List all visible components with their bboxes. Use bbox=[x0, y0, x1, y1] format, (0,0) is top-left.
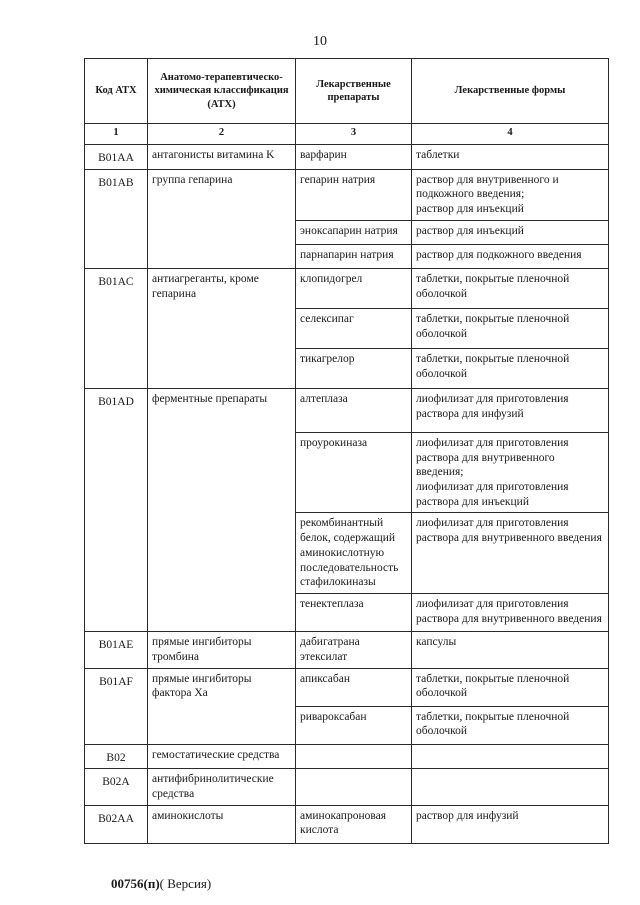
classification-cell: гемостатические средства bbox=[148, 744, 296, 769]
column-number: 4 bbox=[412, 124, 609, 145]
dosage-form-cell: таблетки, покрытые пленочной оболочкой bbox=[412, 348, 609, 388]
dosage-form-cell: капсулы bbox=[412, 632, 609, 668]
drug-name-cell: ривароксабан bbox=[296, 706, 412, 744]
dosage-form-cell: таблетки, покрытые пленочной оболочкой bbox=[412, 706, 609, 744]
atc-code-cell: B01AD bbox=[85, 388, 148, 631]
atc-code-cell: B02AA bbox=[85, 805, 148, 843]
header-code: Код АТХ bbox=[85, 59, 148, 124]
document-code: 00756(п) bbox=[111, 876, 160, 891]
classification-cell: антагонисты витамина K bbox=[148, 145, 296, 170]
document-footer bbox=[111, 876, 211, 892]
atc-code-cell: B02A bbox=[85, 769, 148, 805]
dosage-form-cell: раствор для инфузий bbox=[412, 805, 609, 843]
atc-code-cell: B01AB bbox=[85, 169, 148, 268]
drug-name-cell: гепарин натрия bbox=[296, 169, 412, 220]
classification-cell: группа гепарина bbox=[148, 169, 296, 268]
dosage-form-cell: таблетки bbox=[412, 145, 609, 170]
drug-name-cell: аминокапроновая кислота bbox=[296, 805, 412, 843]
classification-cell: антифибринолитические средства bbox=[148, 769, 296, 805]
drug-name-cell: дабигатрана этексилат bbox=[296, 632, 412, 668]
table-row bbox=[85, 388, 609, 432]
table-row bbox=[85, 268, 609, 308]
atc-code-cell: B01AA bbox=[85, 145, 148, 170]
table-row bbox=[85, 169, 609, 220]
dosage-form-cell: таблетки, покрытые пленочной оболочкой bbox=[412, 268, 609, 308]
classification-cell: аминокислоты bbox=[148, 805, 296, 843]
drug-name-cell bbox=[296, 744, 412, 769]
drug-name-cell: парнапарин натрия bbox=[296, 244, 412, 268]
table-row bbox=[85, 744, 609, 769]
table-row bbox=[85, 769, 609, 805]
dosage-form-cell: лиофилизат для приготовления раствора для инфузий bbox=[412, 388, 609, 432]
dosage-form-cell: лиофилизат для приготовления раствора для внутривенного введения; лиофилизат для приготовления раствора для инъекций bbox=[412, 432, 609, 513]
classification-cell: прямые ингибиторы фактора Xa bbox=[148, 668, 296, 744]
dosage-form-cell: раствор для инъекций bbox=[412, 220, 609, 244]
dosage-form-cell bbox=[412, 744, 609, 769]
dosage-form-cell bbox=[412, 769, 609, 805]
atc-code-cell: B01AC bbox=[85, 268, 148, 388]
table-row bbox=[85, 632, 609, 668]
drug-name-cell: рекомбинантный белок, содержащий аминокислотную последовательность стафилокиназы bbox=[296, 513, 412, 594]
header-row bbox=[85, 59, 609, 124]
table-row bbox=[85, 668, 609, 706]
document-version: ( Версия) bbox=[159, 876, 212, 891]
dosage-form-cell: раствор для внутривенного и подкожного введения; раствор для инъекций bbox=[412, 169, 609, 220]
drug-name-cell: апиксабан bbox=[296, 668, 412, 706]
page-number: 10 bbox=[313, 34, 327, 49]
column-number-row bbox=[85, 124, 609, 145]
drug-name-cell: клопидогрел bbox=[296, 268, 412, 308]
header-drugs: Лекарственные препараты bbox=[296, 59, 412, 124]
column-number: 2 bbox=[148, 124, 296, 145]
atc-code-cell: B01AE bbox=[85, 632, 148, 668]
atc-table bbox=[84, 58, 609, 844]
classification-cell: прямые ингибиторы тромбина bbox=[148, 632, 296, 668]
drug-name-cell bbox=[296, 769, 412, 805]
drug-name-cell: алтеплаза bbox=[296, 388, 412, 432]
drug-name-cell: тикагрелор bbox=[296, 348, 412, 388]
drug-name-cell: варфарин bbox=[296, 145, 412, 170]
drug-name-cell: тенектеплаза bbox=[296, 594, 412, 632]
drug-name-cell: проурокиназа bbox=[296, 432, 412, 513]
classification-cell: ферментные препараты bbox=[148, 388, 296, 631]
dosage-form-cell: лиофилизат для приготовления раствора для внутривенного введения bbox=[412, 594, 609, 632]
header-forms: Лекарственные формы bbox=[412, 59, 609, 124]
column-number: 3 bbox=[296, 124, 412, 145]
table-row bbox=[85, 805, 609, 843]
dosage-form-cell: раствор для подкожного введения bbox=[412, 244, 609, 268]
column-number: 1 bbox=[85, 124, 148, 145]
drug-name-cell: эноксапарин натрия bbox=[296, 220, 412, 244]
table-row bbox=[85, 145, 609, 170]
drug-name-cell: селексипаг bbox=[296, 308, 412, 348]
dosage-form-cell: таблетки, покрытые пленочной оболочкой bbox=[412, 668, 609, 706]
atc-code-cell: B01AF bbox=[85, 668, 148, 744]
dosage-form-cell: таблетки, покрытые пленочной оболочкой bbox=[412, 308, 609, 348]
classification-cell: антиагреганты, кроме гепарина bbox=[148, 268, 296, 388]
atc-code-cell: B02 bbox=[85, 744, 148, 769]
header-classification: Анатомо-терапевтическо-химическая классификация (АТХ) bbox=[148, 59, 296, 124]
dosage-form-cell: лиофилизат для приготовления раствора для внутривенного введения bbox=[412, 513, 609, 594]
